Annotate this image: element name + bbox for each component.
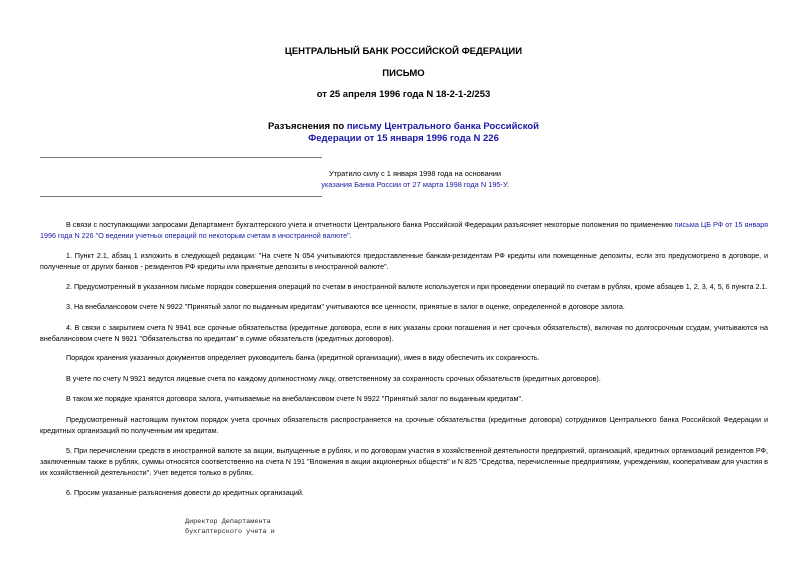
document-subject-line2 xyxy=(0,133,807,145)
signature-line-1: Директор Департамента xyxy=(185,518,271,526)
paragraph-accounts: В учете по счету N 9921 ведутся лицевые счета по каждому должностному лицу, ответственному за сохранность срочных обязательств (кредитных договоров). xyxy=(66,374,601,383)
paragraph-2: 2. Предусмотренный в указанном письме порядок совершения операций по счетам в иностранной валюте используется и при проведении операций по счетам в рублях, кроме абзацев 1, 2, 3, 4, 5, 6 пункта 2.1. xyxy=(66,282,768,291)
paragraph-collateral: В таком же порядке хранятся договора залога, учитываемые на внебалансовом счете N 9922 "Принятый залог по выданным кредитам". xyxy=(66,394,524,403)
status-note-link[interactable]: указания Банка России от 27 марта 1998 года N 195-У xyxy=(321,180,507,189)
document-subject xyxy=(0,121,807,133)
status-note-suffix: . xyxy=(506,180,509,189)
subject-link[interactable]: письму Центрального банка Российской xyxy=(346,121,539,132)
status-note xyxy=(290,168,540,190)
document-date-number: от 25 апреля 1996 года N 18-2-1-2/253 xyxy=(316,89,491,100)
subject-prefix: Разъяснения по xyxy=(268,121,347,132)
subject-link-continued[interactable]: Федерации от 15 января 1996 года N 226 xyxy=(308,133,499,144)
intro-paragraph xyxy=(40,219,768,241)
paragraph-storage: Порядок хранения указанных документов определяет руководитель банка (кредитной организации), имея в виду обеспечить их сохранность. xyxy=(66,353,540,362)
divider-top xyxy=(40,157,322,158)
document-type: ПИСЬМО xyxy=(382,68,425,79)
paragraph-5: 5. При перечислении средств в иностранной валюте за акции, выпущенные в рублях, и по договорам участия в хозяйственной деятельности предприятий, организаций, кредитных организаций резидентов РФ, заключенным также в рублях, суммы относятся соответственно на счета N 191 "Вложения в акции акционерных обществ" и N 825 "Средства, перечисленные предприятиям, учреждениям, кооперативам для участия в их хозяйственной деятельности". Учет ведется только в рублях. xyxy=(40,446,768,477)
intro-text: В связи с поступающими запросами Департамент бухгалтерского учета и отчетности Центрального банка Российской Федерации разъясняет некоторые положения по применению xyxy=(66,220,675,229)
intro-suffix: . xyxy=(349,231,352,240)
paragraph-employees: Предусмотренный настоящим пунктом порядок учета срочных обязательств распространяется на срочные обязательства (кредитные договора) сотрудников Центрального банка Российской Федерации и кредитных организаций по полученным им кредитам. xyxy=(40,415,768,435)
status-note-text: Утратило силу с 1 января 1998 года на основании xyxy=(328,169,502,178)
signature-line-2: бухгалтерского учета и xyxy=(185,528,275,536)
paragraph-3: 3. На внебалансовом счете N 9922 "Принятый залог по выданным кредитам" учитываются все ценности, принятые в залог в оценке, определенной в договоре залога. xyxy=(66,302,625,311)
intro-link[interactable]: письма ЦБ РФ от 15 января 1996 года N 226 "О ведении учетных операций по некоторым счетам в иностранной валюте" xyxy=(40,220,768,240)
divider-bottom xyxy=(40,196,322,197)
paragraph-4: 4. В связи с закрытием счета N 9941 все срочные обязательства (кредитные договора, если в них указаны сроки погашения и нет срочных обязательств), включая по долгосрочным ссудам, учитываются на внебалансовом счете N 9921 "Обязательства по кредитам" в сумме обязательств (кредитных договоров). xyxy=(40,323,768,343)
paragraph-1: 1. Пункт 2.1, абзац 1 изложить в следующей редакции: "На счете N 054 учитываются предоставленные банкам-резидентам РФ кредиты или помещенные депозиты, если это предусмотрено в договоре, и полученные от других банков - резидентов РФ кредиты или принятые депозиты в иностранной валюте". xyxy=(40,251,768,271)
issuer-title: ЦЕНТРАЛЬНЫЙ БАНК РОССИЙСКОЙ ФЕДЕРАЦИИ xyxy=(284,46,523,57)
paragraph-6: 6. Просим указанные разъяснения довести до кредитных организаций. xyxy=(66,488,304,497)
